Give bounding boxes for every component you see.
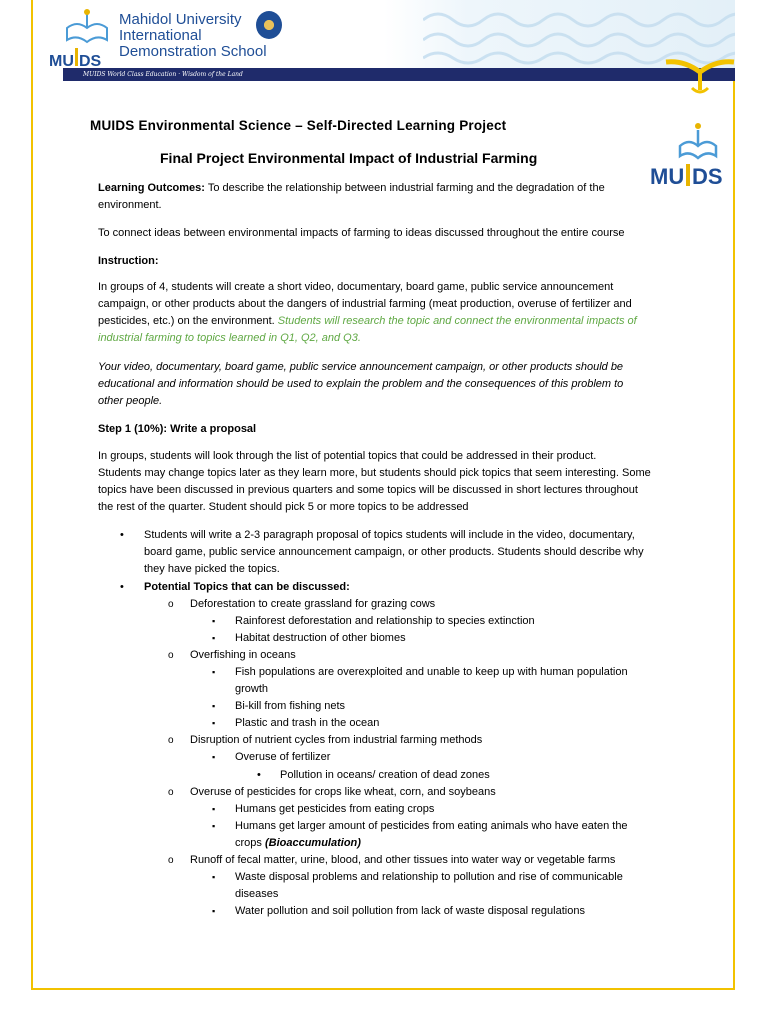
- svg-text:DS: DS: [79, 53, 102, 68]
- step1-line-3: topics have been discussed in previous quarters and some topics will be discussed in short lectures throughout: [98, 484, 638, 496]
- subtopic-waste-line-1: Waste disposal problems and relationship to pollution and rise of communicable: [235, 871, 623, 883]
- university-line-2: International: [119, 27, 202, 44]
- circle-marker: o: [168, 599, 174, 610]
- subtopic-habitat: Habitat destruction of other biomes: [235, 632, 406, 644]
- bullet-topics-heading: Potential Topics that can be discussed:: [144, 581, 350, 593]
- square-marker: ▪: [212, 872, 216, 882]
- subtopic-waste-line-2: diseases: [235, 888, 279, 900]
- instruction-line-1: In groups of 4, students will create a short video, documentary, board game, public service announcement: [98, 281, 614, 293]
- subtopic-fish-line-1: Fish populations are overexploited and unable to keep up with human population: [235, 666, 628, 678]
- instruction-highlight-1: Students will research the topic and connect the environmental impacts of: [277, 315, 637, 327]
- square-marker: ▪: [212, 701, 216, 711]
- step1-line-1: In groups, students will look through the list of potential topics that could be addressed in their product.: [98, 450, 597, 462]
- subtopic-bioacc-line-2: crops: [235, 837, 265, 849]
- square-marker: ▪: [212, 718, 216, 728]
- topic-deforestation: Deforestation to create grassland for grazing cows: [190, 598, 436, 610]
- topic-runoff: Runoff of fecal matter, urine, blood, and other tissues into water way or vegetable farms: [190, 854, 616, 866]
- circle-marker: o: [168, 650, 174, 661]
- step1-line-2: Students may change topics later as they learn more, but students should pick topics that seem interesting. Some: [98, 467, 651, 479]
- subtopic-dead-zones: Pollution in oceans/ creation of dead zones: [280, 769, 490, 781]
- university-line-1: Mahidol University: [119, 11, 242, 28]
- square-marker: ▪: [212, 667, 216, 677]
- step1-heading: Step 1 (10%): Write a proposal: [98, 423, 257, 435]
- tagline-text: MUIDS World Class Education · Wisdom of the Land: [83, 71, 243, 78]
- italic-line-3: other people.: [98, 395, 163, 407]
- instruction-label: Instruction:: [98, 255, 159, 267]
- instruction-line-3: pesticides, etc.) on the environment.: [98, 315, 278, 327]
- bullet-proposal-line-1: Students will write a 2-3 paragraph proposal of topics students will include in the video, documentary,: [144, 529, 635, 541]
- subtopic-fish-populations: [235, 664, 628, 698]
- learning-outcomes: [98, 180, 680, 214]
- muids-logo-icon: [47, 6, 119, 68]
- bioaccumulation-term: (Bioaccumulation): [264, 837, 361, 849]
- bullet-proposal-line-2: board game, public service announcement campaign, or other products. Students should describe why: [144, 546, 644, 558]
- corner-ornament-icon: [662, 50, 740, 100]
- subtopic-fertilizer: Overuse of fertilizer: [235, 751, 331, 763]
- italic-line-2: educational and information should be used to explain the problem and the consequences of this problem to: [98, 378, 624, 390]
- subtopic-bioaccumulation: [235, 818, 628, 852]
- svg-text:MU: MU: [49, 53, 74, 68]
- subtopic-eating-crops: Humans get pesticides from eating crops: [235, 803, 435, 815]
- subtopic-rainforest: Rainforest deforestation and relationship to species extinction: [235, 615, 535, 627]
- learning-outcomes-text-1: To describe the relationship between industrial farming and the degradation of the: [204, 182, 605, 194]
- document-subtitle: Final Project Environmental Impact of Industrial Farming: [160, 150, 538, 166]
- italic-line-1: Your video, documentary, board game, public service announcement campaign, or other products should be: [98, 361, 624, 373]
- circle-marker: o: [168, 735, 174, 746]
- subtopic-waste-disposal: [235, 869, 623, 903]
- topic-pesticides: Overuse of pesticides for crops like wheat, corn, and soybeans: [190, 786, 496, 798]
- learning-outcomes-text-2: environment.: [98, 199, 162, 211]
- university-line-3: Demonstration School: [119, 43, 267, 60]
- subtopic-fish-line-2: growth: [235, 683, 269, 695]
- bullet-marker: •: [120, 581, 124, 593]
- subtopic-water-soil-pollution: Water pollution and soil pollution from lack of waste disposal regulations: [235, 905, 585, 917]
- instruction-paragraph: [98, 279, 680, 347]
- document-title: MUIDS Environmental Science – Self-Directed Learning Project: [90, 118, 507, 133]
- square-marker: ▪: [212, 804, 216, 814]
- square-marker: ▪: [212, 633, 216, 643]
- svg-text:MU: MU: [650, 164, 685, 189]
- instruction-highlight-2: industrial farming to topics learned in Q1, Q2, and Q3.: [98, 332, 361, 344]
- subtopic-bioacc-line-1: Humans get larger amount of pesticides from eating animals who have eaten the: [235, 820, 628, 832]
- circle-marker: o: [168, 787, 174, 798]
- topic-nutrient-cycles: Disruption of nutrient cycles from industrial farming methods: [190, 734, 483, 746]
- square-marker: ▪: [212, 616, 216, 626]
- instruction-line-2: campaign, or other products about the dangers of industrial farming (meat production, overuse of fertilizer and: [98, 298, 632, 310]
- square-marker: ▪: [212, 752, 216, 762]
- university-seal-icon: [256, 11, 282, 39]
- subtopic-bikill: Bi-kill from fishing nets: [235, 700, 346, 712]
- bullet-proposal-line-3: they have picked the topics.: [144, 563, 280, 575]
- university-name: [119, 12, 267, 60]
- bullet-marker: •: [257, 769, 261, 781]
- step1-paragraph: [98, 448, 680, 516]
- learning-outcomes-label: Learning Outcomes:: [98, 182, 205, 194]
- tagline-bar: [63, 68, 735, 81]
- circle-marker: o: [168, 855, 174, 866]
- connect-ideas-text: To connect ideas between environmental impacts of farming to ideas discussed throughout the entire course: [98, 227, 625, 239]
- svg-text:DS: DS: [692, 164, 723, 189]
- bullet-marker: •: [120, 529, 124, 541]
- letterhead: [33, 0, 735, 82]
- square-marker: ▪: [212, 906, 216, 916]
- bullet-proposal: [144, 527, 684, 578]
- italic-paragraph: [98, 359, 680, 410]
- square-marker: ▪: [212, 821, 216, 831]
- topic-overfishing: Overfishing in oceans: [190, 649, 296, 661]
- step1-line-4: the rest of the quarter. Student should pick 5 or more topics to be addressed: [98, 501, 469, 513]
- subtopic-plastic: Plastic and trash in the ocean: [235, 717, 380, 729]
